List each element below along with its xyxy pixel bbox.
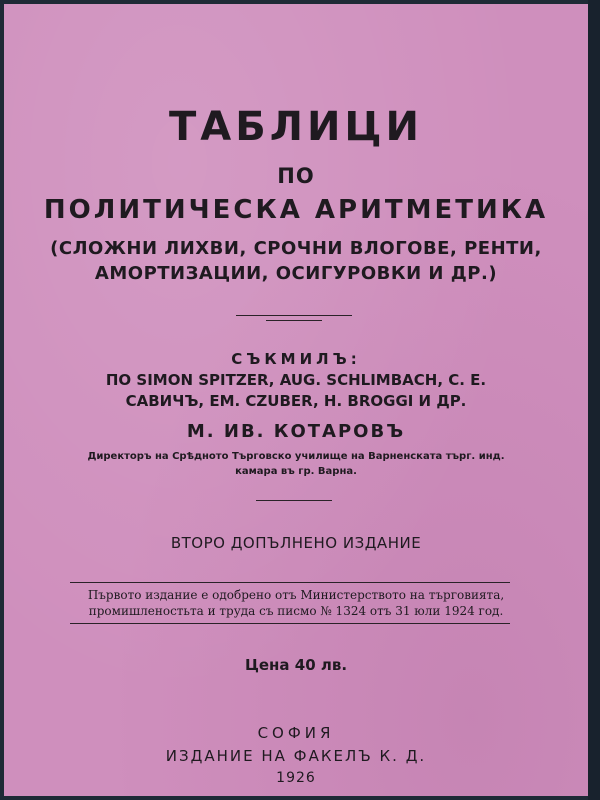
author-position-line-2: камара въ гр. Варна. [235,466,357,477]
publisher: ИЗДАНИЕ НА ФАКЕЛЪ К. Д. [165,747,427,765]
book-cover [4,4,588,796]
topics-line-2: АМОРТИЗАЦИИ, ОСИГУРОВКИ И ДР.) [94,263,498,284]
approval-rule-bottom [70,623,510,624]
book-spine-edge [588,0,600,800]
approval-line-2: промишленостьта и труда съ писмо № 1324 отъ 31 юли 1924 год. [88,604,504,618]
divider-top-a [236,315,352,316]
edition-note: ВТОРО ДОПЪЛНЕНО ИЗДАНИЕ [170,534,422,552]
book-title: ТАБЛИЦИ [168,104,423,150]
publication-year: 1926 [276,770,316,786]
author-name: М. ИВ. КОТАРОВЪ [186,421,406,442]
divider-top-b [266,320,322,321]
compiled-label: СЪКМИЛЪ: [231,350,361,368]
author-position-line-1: Директоръ на Срѣдното Търговско училище на Варненската търг. инд. [87,451,505,462]
sources-line-1: ПО SIMON SPITZER, AUG. SCHLIMBACH, C. E. [105,371,487,389]
sources-line-2: САВИЧЪ, EM. CZUBER, H. BROGGI И ДР. [125,392,467,410]
approval-line-1: Първото издание е одобрено отъ Министерството на търговията, [87,588,505,602]
book-subject: ПОЛИТИЧЕСКА АРИТМЕТИКА [43,195,549,225]
price: Цена 40 лв. [244,656,348,674]
divider-middle [256,500,332,501]
topics-line-1: (СЛОЖНИ ЛИХВИ, СРОЧНИ ВЛОГОВЕ, РЕНТИ, [50,238,542,259]
title-preposition: ПО [277,164,315,188]
publication-city: СОФИЯ [257,724,335,742]
approval-rule-top [70,582,510,583]
